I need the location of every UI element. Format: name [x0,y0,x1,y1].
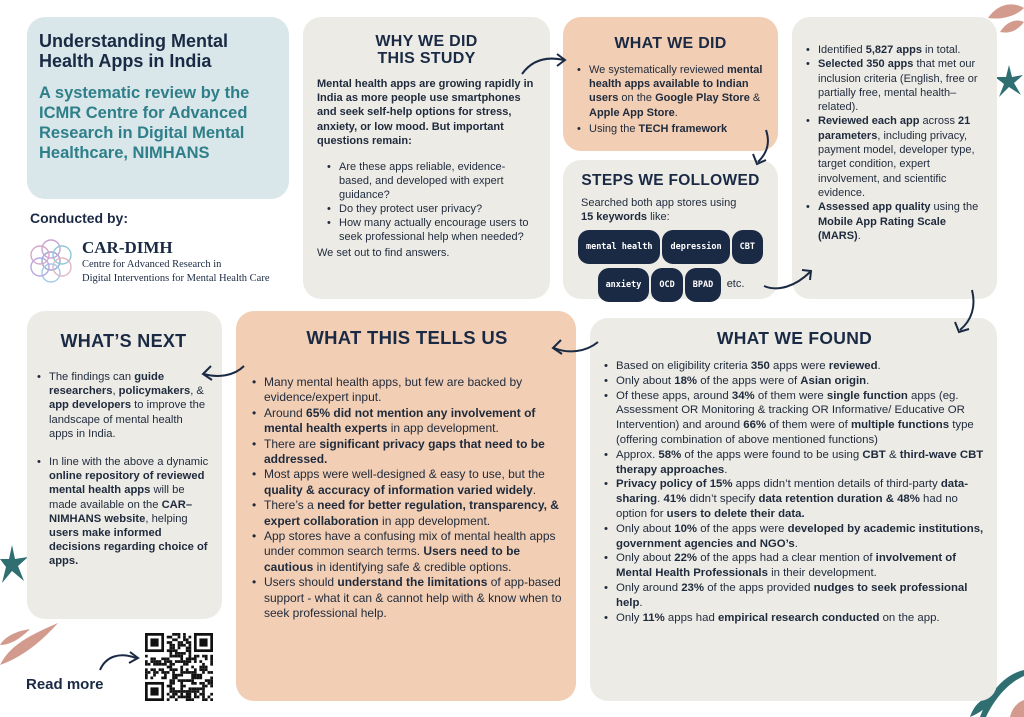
found-list [604,359,985,625]
list-item: • Selected 350 apps that met our inclusion criteria (English, free or partially free, mental health–related). [806,57,985,114]
arrow-found-to-tells-icon [548,334,600,358]
keyword-pills [573,228,768,304]
list-item: • Users should understand the limitations of app-based support - what it can & cannot help with & know when to seek professional help. [252,575,562,621]
keyword-pill: BPAD [685,268,721,302]
list-item: • Using the TECH framework [577,122,764,136]
arrow-to-qr-icon [96,648,142,674]
list-item: • Reviewed each app across 21 parameters, including privacy, payment model, developer type, target condition, expert involvement, and scientific evidence. [806,114,985,200]
arrow-why-to-did-icon [520,50,570,78]
list-item: • There’s a need for better regulation, transparency, & expert collaboration in app development. [252,498,562,529]
why-outro: We set out to find answers. [317,247,450,260]
numbers-card [792,17,997,299]
keyword-pill: depression [662,230,729,264]
what-we-did-heading: WHAT WE DID [614,35,727,52]
list-item: • The findings can guide researchers, policymakers, & app developers to improve the landscape of mental health apps in India. [37,370,210,441]
keyword-pill: CBT [732,230,763,264]
list-item: • Only about 10% of the apps were developed by academic institutions, government agencies and NGO’s. [604,522,985,552]
org-logo [24,234,294,290]
steps-heading: STEPS WE FOLLOWED [581,172,760,189]
list-item: • Approx. 58% of the apps were found to be using CBT & third-wave CBT therapy approaches. [604,448,985,478]
list-item: • Privacy policy of 15% apps didn’t mention details of third-party data-sharing. 41% didn’t specify data retention duration & 48% had no option for users to delete their data. [604,477,985,521]
list-item: • Are these apps reliable, evidence-based, and developed with expert guidance? [327,160,536,202]
list-item: • Only 11% apps had empirical research conducted on the app. [604,611,985,626]
steps-card [563,160,778,299]
org-full-name-line2: Digital Interventions for Mental Health Care [82,273,270,284]
qr-code-icon[interactable] [145,633,213,701]
tells-heading: WHAT THIS TELLS US [306,327,508,348]
org-full-name-line1: Centre for Advanced Research in [82,259,222,270]
list-item: • Only around 23% of the apps provided nudges to seek professional help. [604,581,985,611]
star-leaf-left-icon [0,545,28,585]
list-item: • Based on eligibility criteria 350 apps were reviewed. [604,359,985,374]
keyword-etc: etc. [726,278,745,290]
list-item: • Do they protect user privacy? [327,202,536,216]
what-we-did-list [577,63,764,136]
list-item: • Many mental health apps, but few are backed by evidence/expert input. [252,375,562,406]
list-item: • Identified 5,827 apps in total. [806,43,985,57]
list-item: • Only about 18% of the apps were of Asian origin. [604,374,985,389]
list-item: • App stores have a confusing mix of mental health apps under common search terms. Users need to be cautious in identifying safe & credible options. [252,529,562,575]
list-item: • Assessed app quality using the Mobile App Rating Scale (MARS). [806,200,985,243]
whats-next-heading: WHAT’S NEXT [60,331,187,351]
arrow-steps-to-numbers-icon [762,262,816,292]
tells-list [252,375,562,622]
whats-next-list [37,370,210,569]
keyword-pill: anxiety [598,268,650,302]
list-item: • Of these apps, around 34% of them were single function apps (eg. Assessment OR Monitoring & tracking OR Informative/ Educative OR Intervention) and around 66% of them were of multiple functions type (offering combination of above mentioned functions) [604,389,985,448]
found-heading: WHAT WE FOUND [716,328,873,348]
keyword-pill: OCD [651,268,682,302]
found-card [590,318,997,701]
why-heading: WHY WE DID THIS STUDY [375,33,478,67]
org-short-name: CAR-DIMH [82,238,173,257]
list-item: • In line with the above a dynamic online repository of reviewed mental health apps will be made available on the CAR–NIMHANS website, helping users make informed decisions regarding choice of apps. [37,455,210,569]
arrow-tells-to-next-icon [198,362,246,384]
whats-next-card [27,311,222,619]
list-item: • There are significant privacy gaps that need to be addressed. [252,437,562,468]
steps-intro: Searched both app stores using 15 keywords like: [581,197,737,223]
star-leaf-right-icon [995,65,1023,99]
why-question-list [317,160,536,244]
poster-subtitle: A systematic review by the ICMR Centre for Advanced Research in Digital Mental Healthcare, NIMHANS [39,84,250,162]
arrow-numbers-to-found-icon [952,288,978,336]
title-card [27,17,289,199]
tells-card [236,311,576,701]
list-item: • How many actually encourage users to seek professional help when needed? [327,216,536,244]
conducted-by-label: Conducted by: [30,210,128,226]
what-we-did-card [563,17,778,151]
list-item: • Only about 22% of the apps had a clear mention of involvement of Mental Health Professionals in their development. [604,551,985,581]
why-card [303,17,550,299]
list-item: • Most apps were well-designed & easy to use, but the quality & accuracy of information varied widely. [252,467,562,498]
keyword-pill: mental health [578,230,661,264]
poster-title: Understanding Mental Health Apps in India [39,31,229,71]
read-more-link[interactable]: Read more [26,676,104,693]
list-item: • Around 65% did not mention any involvement of mental health experts in app development. [252,406,562,437]
arrow-did-to-steps-icon [748,128,772,168]
why-intro: Mental health apps are growing rapidly in India as more people use smartphones and seek self-help options for stress, anxiety, or low mood. But important questions remain: [317,78,534,147]
car-dimh-logo-icon [24,234,78,288]
numbers-list [806,43,985,243]
list-item: • We systematically reviewed mental health apps available to Indian users on the Google Play Store & Apple App Store. [577,63,764,120]
